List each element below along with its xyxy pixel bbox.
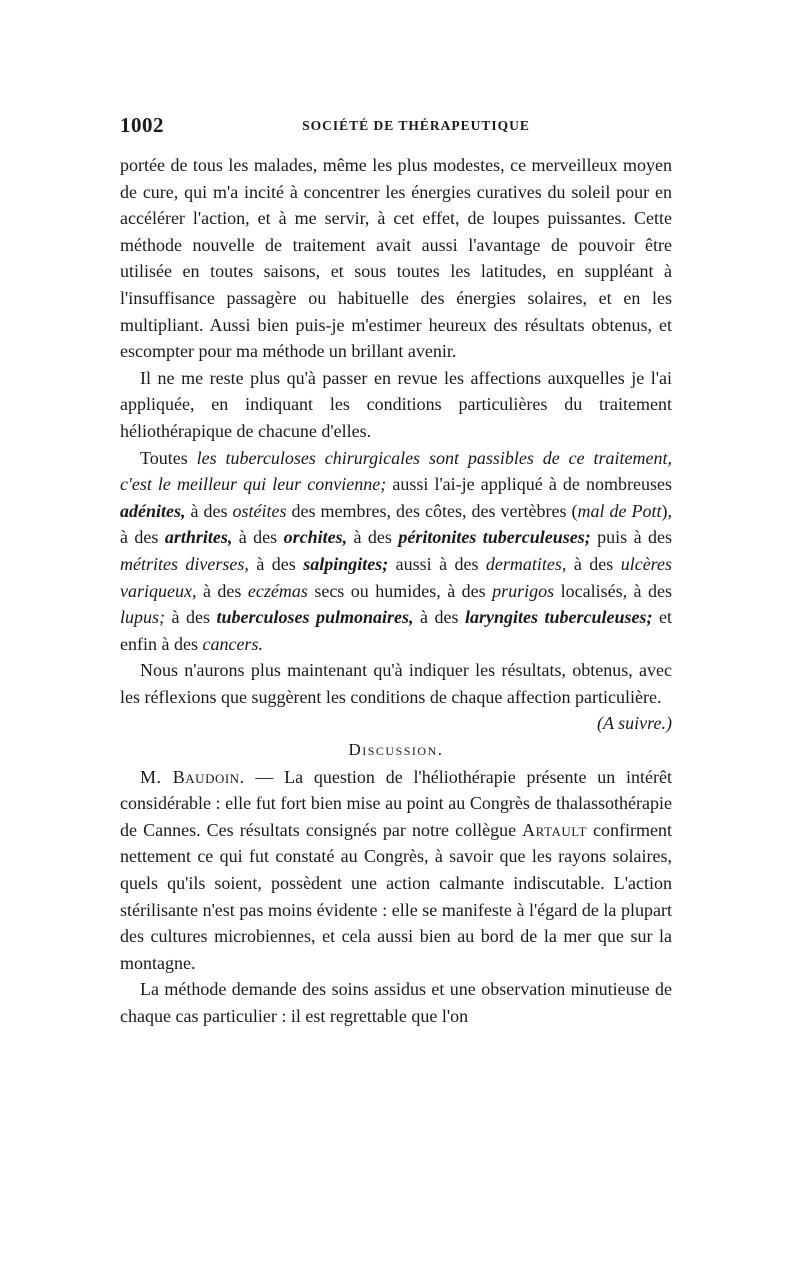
paragraph-3: Toutes les tuberculoses chirurgicales sont passibles de ce traitement, c'est le meilleur qui leur convienne; aussi l'ai-je appliqué à de nombreuses adénites, à des ostéites des membres, des côtes, des vertèbres (mal de Pott), à des arthrites, à des orchites, à des péritonites tuberculeuses; puis à des métrites diverses, à des salpingites; aussi à des dermatites, à des ulcères variqueux, à des eczémas secs ou humides, à des prurigos localisés, à des lupus; à des tuberculoses pulmonaires, à des laryngites tuberculeuses; et enfin à des cancers. [120,447,673,654]
discussion-heading: Discussion. [348,740,444,760]
author-name: Artault [522,819,587,840]
page-number: 1002 [120,113,164,137]
paragraph-5: M. Baudoin. — La question de l'héliothérapie présente un intérêt considérable : elle fut fort bien mise au point au Congrès de thalassothérapie de Cannes. Ces résultats consignés par notre collègue Artault confirment nettement ce qui fut constaté au Congrès, à savoir que les rayons solaires, quels qu'ils soient, possèdent une action calmante indiscutable. L'action stérilisante n'est pas moins évidente : elle se manifeste à l'égard de la plupart des cultures microbiennes, et cela aussi bien au bord de la mer que sur la montagne. [120,766,672,973]
paragraph-6: La méthode demande des soins assidus et une observation minutieuse de chaque cas particulier : il est regrettable que l'on [120,979,672,1026]
to-be-continued: (A suivre.) [597,713,672,734]
body-text [120,152,672,1030]
page-header [120,113,672,141]
running-title: SOCIÉTÉ DE THÉRAPEUTIQUE [302,118,530,133]
paragraph-1: portée de tous les malades, même les plus modestes, ce merveilleux moyen de cure, qui m'a incité à concentrer les énergies curatives du soleil pour en accélérer l'action, et à me servir, à cet effet, de loupes puissantes. Cette méthode nouvelle de traitement avait aussi l'avantage de pouvoir être utilisée en toutes saisons, et sous toutes les latitudes, en suppléant à l'insuffisance passagère ou habituelle des énergies solaires, et en les multipliant. Aussi bien puis-je m'estimer heureux des résultats obtenus, et escompter pour ma méthode un brillant avenir. [120,155,672,362]
paragraph-4: Nous n'aurons plus maintenant qu'à indiquer les résultats, obtenus, avec les réflexions que suggèrent les conditions de chaque affection particulière. [120,660,672,707]
speaker-name: M. Baudoin. [140,766,245,787]
paragraph-2: Il ne me reste plus qu'à passer en revue les affections auxquelles je l'ai appliquée, en indiquant les conditions particulières du traitement héliothérapique de chacune d'elles. [120,367,672,441]
